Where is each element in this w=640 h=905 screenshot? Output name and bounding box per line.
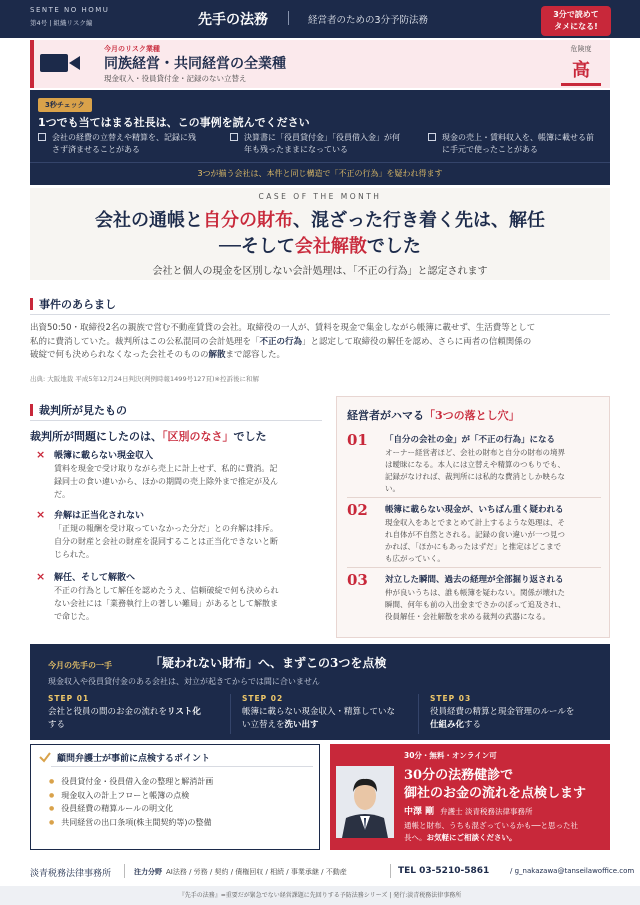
court-lead <box>30 428 267 444</box>
lawyer-portrait <box>336 766 394 838</box>
court-point <box>36 448 318 508</box>
headline-text: でした <box>366 236 421 257</box>
cta-message-bold: お気軽にご相談ください。 <box>426 832 517 842</box>
summary-heading-text: 事件のあらまし <box>39 298 116 311</box>
body-line: だ。 <box>54 490 70 499</box>
case-kicker: CASE OF THE MONTH <box>258 192 382 201</box>
body-line: 賃料を現金で受け取りながら売上に計上せず、私的に費消。記 <box>54 464 278 473</box>
court-point <box>36 508 318 568</box>
court-point-body <box>54 522 320 561</box>
step-card <box>242 694 420 732</box>
headline-text: ──そして <box>219 236 295 257</box>
body-line: 仲が良いうちは、誰も帳簿を疑わない。関係が壊れた <box>385 588 565 597</box>
headline-emphasis: 会社解散 <box>294 236 367 257</box>
pitfall-body <box>385 587 603 623</box>
step-text <box>48 706 226 732</box>
badge-line-2: タメになる! <box>554 22 598 31</box>
summary-line <box>30 336 630 350</box>
body-line: ない会社には「業務執行上の著しい難局」があるとして解散ま <box>54 599 278 608</box>
body-line: で命じた。 <box>54 612 94 621</box>
advisor-rule <box>51 766 313 767</box>
body-line: 自分の財産と会社の財産を混同することは正当化できないと断 <box>54 537 278 546</box>
pitfall-divider <box>347 497 601 498</box>
body-line: 現金収入をあとでまとめて計上するような処理は、そ <box>385 518 565 527</box>
cross-icon: × <box>36 448 46 461</box>
email-address[interactable]: g_nakazawa@tanseilawoffice.com <box>514 867 635 875</box>
headline-text: 、混ざった行き着く先は、解任 <box>293 210 545 231</box>
case-lead: 会社と個人の現金を区別しない会計処理は、「不正の行為」と認定されます <box>152 266 488 277</box>
pitfall-title: 「自分の会社の金」が「不正の行為」になる <box>385 435 556 445</box>
steps-title: 「疑われない財布」へ、まずこの3つを点検 <box>150 656 387 670</box>
step-text <box>430 706 608 732</box>
risk-level-bar <box>561 83 601 86</box>
body-line: 記録がなければ、裁判所には私的な費消としか映らな <box>385 472 565 481</box>
advisor-checkpoints <box>30 744 320 850</box>
newsletter-title: 先手の法務 <box>198 12 268 28</box>
body-line: れ自体が不自然とされる。記録の食い違いが一つ見つ <box>385 530 565 539</box>
pitfall-number: 03 <box>347 571 368 589</box>
risk-description: 現金収入・役員貸付金・記録のない立替え <box>104 74 247 83</box>
cross-icon: × <box>36 508 46 521</box>
cross-icon: × <box>36 570 46 583</box>
brand-name: SENTE NO HOMU <box>30 6 110 14</box>
summary-text: 破綻で何も決められなくなった会社そのものの <box>30 350 209 360</box>
footer-divider <box>124 864 125 878</box>
cta-message-text: 長へ。 <box>404 832 427 842</box>
practice-areas-list: AI法務 / 労務 / 契約 / 債権回収 / 相続 / 事業承継 / 不動産 <box>166 868 347 876</box>
case-headline-line-2 <box>30 232 610 258</box>
firm-name: 淡青税務法律事務所 <box>30 869 112 879</box>
step-text-part: い立替えを <box>242 720 285 730</box>
advisor-list <box>49 775 213 829</box>
step-label: STEP 01 <box>48 694 90 703</box>
step-label: STEP 03 <box>430 694 472 703</box>
pitfalls-title-text: 経営者がハマる <box>347 409 424 422</box>
advisor-list-item: ● 共同経営の出口条項(株主間契約等)の整備 <box>49 816 213 830</box>
pitfalls-box <box>336 396 610 638</box>
summary-text: まで認容した。 <box>225 350 286 360</box>
risk-level <box>552 40 610 88</box>
court-heading-text: 裁判所が見たもの <box>39 404 127 417</box>
headline-emphasis: 自分の財布 <box>203 210 293 231</box>
checkbox-icon[interactable] <box>38 133 46 141</box>
step-divider <box>230 694 231 734</box>
cta-tagline: 30分・無料・オンライン可 <box>404 751 497 760</box>
court-point <box>36 570 318 630</box>
risk-tag: 今月のリスク業種 <box>104 45 160 53</box>
body-line: 「正規の報酬を受け取っていなかった分だ」との弁解は排斥。 <box>54 524 278 533</box>
step-card <box>48 694 226 732</box>
step-divider <box>418 694 419 734</box>
step-card <box>430 694 608 732</box>
court-lead-text: でした <box>233 430 267 443</box>
step-text-bold: 洗い出す <box>284 720 319 730</box>
check-item-line: 現金の売上・賃料収入を、帳簿に載せる前 <box>442 133 594 142</box>
checkmark-icon <box>39 751 51 763</box>
source-citation: 出典: 大阪地裁 平成5年12月24日判決(判例時報1499号127頁)※控訴後に和解 <box>30 375 259 383</box>
video-camera-icon <box>40 52 80 74</box>
court-lead-emphasis: 「区別のなさ」 <box>162 430 234 443</box>
steps-kicker: 今月の先手の一手 <box>48 661 112 670</box>
summary-text: 私的に費消していた。裁判所はこの公私混同の会計処理を「 <box>30 336 260 347</box>
footer-divider <box>390 864 391 878</box>
summary-line: 出資50:50・取締役2名の親族で営む不動産賃貸の会社。取締役の一人が、賃料を現金で集金しながら帳簿に載せず、生活費等として <box>30 323 536 333</box>
headline-text: 会社の通帳と <box>95 210 203 231</box>
step-text-part: 役員経費の精算と現金管理のルールを <box>430 707 575 717</box>
risk-industry-name: 同族経営・共同経営の全業種 <box>104 56 286 72</box>
badge-line-1: 3分で読めて <box>553 10 599 19</box>
body-line: 録同士の食い違いから、ほかの期間の売上除外まで推定が及ん <box>54 477 278 486</box>
body-line: も広がっていく。 <box>385 554 445 563</box>
summary-heading <box>30 296 116 312</box>
header-bar <box>0 0 640 38</box>
cta-message-line <box>404 832 604 844</box>
pitfall-title: 対立した瞬間、過去の経理が全部掘り返される <box>385 575 564 585</box>
body-line: 瞬間、何年も前の入出金までさかのぼって追及され、 <box>385 600 566 609</box>
cta-message <box>404 820 604 843</box>
risk-level-value: 高 <box>572 60 590 81</box>
summary-bold: 不正の行為 <box>259 336 303 347</box>
pitfalls-title <box>347 407 520 423</box>
court-point-title: 弁解は正当化されない <box>54 511 145 521</box>
check-item-line: さず済ませることがある <box>52 145 140 154</box>
check-item[interactable] <box>230 132 400 156</box>
court-point-title: 解任、そして解散へ <box>54 573 136 583</box>
checkbox-icon[interactable] <box>428 133 436 141</box>
header-divider <box>288 11 289 25</box>
body-line: い。 <box>385 484 400 493</box>
lawyer-role: 弁護士 淡青税務法律事務所 <box>440 807 533 816</box>
step-text-part: する <box>48 720 66 730</box>
body-line: じられた。 <box>54 550 94 559</box>
court-point-title: 帳簿に載らない現金収入 <box>54 451 154 461</box>
step-text <box>242 706 420 732</box>
check-item-line: に手元で使ったことがある <box>442 145 538 154</box>
cta-headline-1: 30分の法務健診で <box>404 768 514 783</box>
court-point-body <box>54 584 320 623</box>
summary-line <box>30 349 630 363</box>
step-text-part: する <box>464 720 482 730</box>
step-text-part: 帳簿に載らない現金収入・精算していな <box>242 707 396 717</box>
summary-rule <box>30 314 610 315</box>
court-point-body <box>54 462 320 501</box>
email-link[interactable]: / g_nakazawa@tanseilawoffice.com <box>510 867 635 875</box>
self-check-band <box>30 90 610 185</box>
phone-number[interactable]: TEL 03-5210-5861 <box>398 866 490 876</box>
court-rule <box>30 420 322 421</box>
step-label: STEP 02 <box>242 694 284 703</box>
step-text-bold: リスト化 <box>167 707 201 717</box>
check-item-line: 会社の経費の立替えや精算を、記録に残 <box>52 133 196 142</box>
risk-level-label: 危険度 <box>570 45 592 53</box>
newsletter-subtitle: 経営者のための3分予防法務 <box>308 15 429 26</box>
pitfall-number: 02 <box>347 501 368 519</box>
practice-areas-label: 注力分野 <box>134 868 162 876</box>
summary-bold: 解散 <box>208 350 226 360</box>
check-item[interactable] <box>428 132 594 156</box>
action-steps-band <box>30 644 610 740</box>
check-item[interactable] <box>38 132 196 156</box>
publication-note: 『先手の法務』=重要だが緊急でない経営課題に先回りする予防法務シリーズ | 発行:淡青税務法律事務所 <box>0 886 640 905</box>
lawyer-name <box>404 804 533 817</box>
check-divider <box>30 162 610 163</box>
court-lead-text: 裁判所が問題にしたのは、 <box>30 430 162 443</box>
issue-label: 第4号 | 組織リスク編 <box>30 19 93 27</box>
court-heading <box>30 402 127 418</box>
pitfall-divider <box>347 567 601 568</box>
risk-industry-band <box>30 40 610 88</box>
pitfalls-title-emphasis: 「3つの落とし穴」 <box>424 409 520 422</box>
summary-text: 」と認定して取締役の解任を認め、さらに両者の信頼関係の <box>302 336 532 347</box>
case-headline-block <box>30 188 610 280</box>
body-line: 役員解任・会社解散を求める裁判の武器になる。 <box>385 612 550 621</box>
heading-accent <box>30 298 33 310</box>
check-item-line: 年も残ったままになっている <box>244 145 348 154</box>
consultation-cta[interactable] <box>330 744 610 850</box>
step-text-bold: 仕組み化 <box>430 720 465 730</box>
body-line: かれば、「ほかにもあったはずだ」と推定はどこまで <box>385 542 562 551</box>
pitfall-title: 帳簿に載らない現金が、いちばん重く疑われる <box>385 505 564 515</box>
pitfall-body <box>385 447 603 495</box>
check-pill: 3秒チェック <box>38 98 92 112</box>
advisor-list-item: ● 役員経費の精算ルールの明文化 <box>49 802 213 816</box>
advisor-list-item: ● 現金収入の計上フローと帳簿の点検 <box>49 789 213 803</box>
cta-headline-2: 御社のお金の流れを点検します <box>404 786 587 801</box>
summary-body <box>30 322 630 363</box>
case-headline-line-1 <box>30 206 610 232</box>
cta-message-line: 通帳と財布、うちも混ざっているかも──と思った社 <box>404 821 579 830</box>
pitfall-body <box>385 517 603 565</box>
step-text-part: 会社と役員の間のお金の流れを <box>48 707 168 717</box>
practice-areas <box>134 867 347 877</box>
check-item-line: 決算書に「役員貸付金」「役員借入金」が何 <box>244 133 400 142</box>
body-line: オーナー経営者ほど、会社の財布と自分の財布の境界 <box>385 448 565 457</box>
pitfall-number: 01 <box>347 431 368 449</box>
steps-subtitle: 現金収入や役員貸付金のある会社は、対立が起きてからでは間に合いません <box>48 677 320 686</box>
footer <box>30 858 635 886</box>
lawyer-name-text: 中澤 剛 <box>404 807 435 817</box>
body-line: は曖昧になる。本人には立替えや精算のつもりでも、 <box>385 460 565 469</box>
quick-read-badge <box>541 6 611 36</box>
body-line: 不正の行為として解任を認めたうえ、信頼破綻で何も決められ <box>54 586 279 595</box>
checkbox-icon[interactable] <box>230 133 238 141</box>
advisor-heading: 顧問弁護士が事前に点検するポイント <box>57 754 211 764</box>
check-note: 3つが揃う会社は、本件と同じ構造で「不正の行為」を疑われ得ます <box>197 169 443 178</box>
heading-accent <box>30 404 33 416</box>
advisor-list-item: ● 役員貸付金・役員借入金の整理と解消計画 <box>49 775 213 789</box>
check-question: 1つでも当てはまる社長は、この事例を読んでください <box>38 116 310 129</box>
